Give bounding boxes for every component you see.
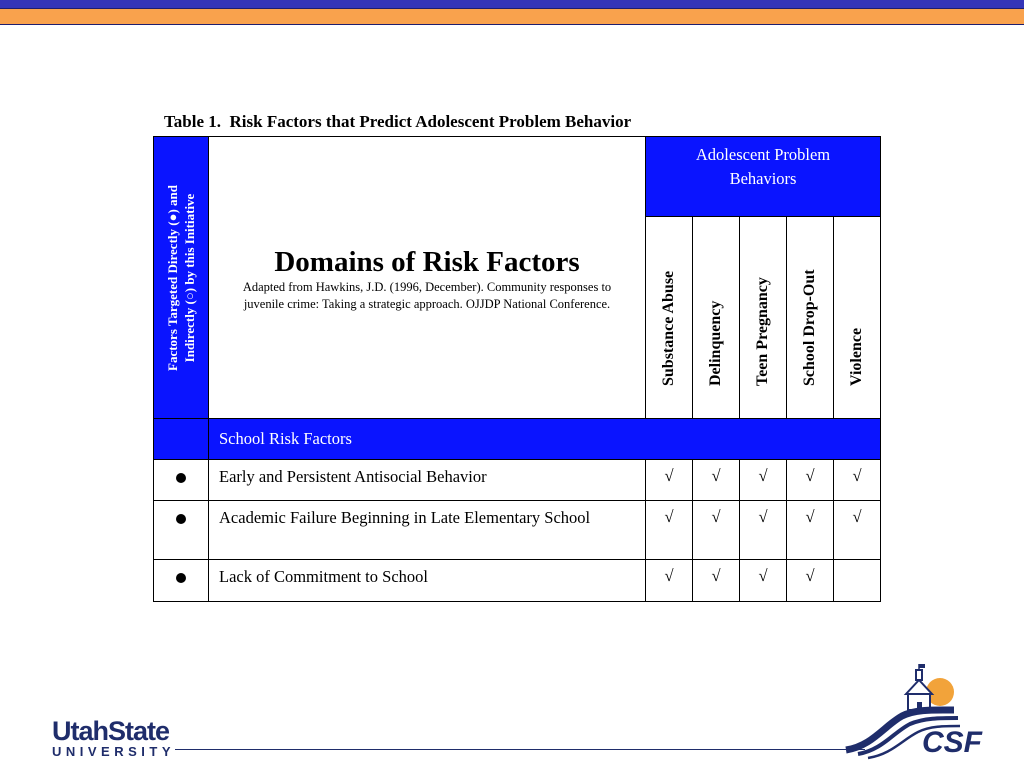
table-caption: Table 1. Risk Factors that Predict Adolescent Problem Behavior xyxy=(164,112,632,131)
csf-logo xyxy=(842,664,992,760)
behavior-col-substance-abuse xyxy=(646,217,693,419)
check-cell xyxy=(834,560,881,602)
side-label-cell xyxy=(154,137,209,419)
behaviors-header-line2: Behaviors xyxy=(729,169,797,188)
domains-header-cell xyxy=(209,137,646,419)
check-cell: √ xyxy=(740,460,787,501)
side-label-line1: Factors Targeted Directly (●) and xyxy=(165,184,180,371)
csf-logo-text: CSF xyxy=(922,726,982,759)
table-row xyxy=(154,501,881,560)
factor-cell: Academic Failure Beginning in Late Elementary School xyxy=(209,501,646,560)
behaviors-header-line1: Adolescent Problem xyxy=(695,145,831,164)
table-row xyxy=(154,460,881,501)
filled-dot-icon xyxy=(176,573,186,583)
behaviors-header xyxy=(646,137,881,217)
footer-divider xyxy=(175,749,865,750)
side-label xyxy=(164,185,198,371)
behavior-col-school-drop-out xyxy=(787,217,834,419)
check-cell: √ xyxy=(646,560,693,602)
utah-state-logo xyxy=(52,718,175,759)
risk-factors-table xyxy=(153,136,881,602)
check-cell: √ xyxy=(834,501,881,560)
top-blue-bar xyxy=(0,0,1024,8)
check-cell: √ xyxy=(787,560,834,602)
check-cell: √ xyxy=(646,460,693,501)
table-row xyxy=(154,560,881,602)
logo-sub-text: UNIVERSITY xyxy=(52,744,176,759)
check-cell: √ xyxy=(693,560,740,602)
behavior-label: Delinquency xyxy=(707,300,724,386)
logo-main-text: UtahState xyxy=(52,716,170,746)
check-cell: √ xyxy=(740,501,787,560)
side-label-line2: Indirectly (○) by this Initiative xyxy=(182,193,197,362)
behavior-label: Violence xyxy=(848,327,866,386)
filled-dot-icon xyxy=(176,473,186,483)
domains-subtitle: Adapted from Hawkins, J.D. (1996, December). Community responses to juvenile crime: Taking a strategic approach. OJJDP National Conference. xyxy=(242,280,612,311)
check-cell: √ xyxy=(693,501,740,560)
domains-title: Domains of Risk Factors xyxy=(274,246,580,278)
section-marker-cell xyxy=(154,419,209,460)
behavior-col-teen-pregnancy xyxy=(740,217,787,419)
behavior-label: Substance Abuse xyxy=(660,270,677,386)
top-orange-bar xyxy=(0,8,1024,25)
marker-cell xyxy=(154,560,209,602)
check-cell: √ xyxy=(740,560,787,602)
factor-cell: Early and Persistent Antisocial Behavior xyxy=(209,460,646,501)
behavior-label: School Drop-Out xyxy=(801,268,818,386)
check-cell: √ xyxy=(693,460,740,501)
section-title: School Risk Factors xyxy=(209,419,881,460)
marker-cell xyxy=(154,460,209,501)
check-cell: √ xyxy=(787,460,834,501)
filled-dot-icon xyxy=(176,514,186,524)
behavior-col-violence xyxy=(834,217,881,419)
check-cell: √ xyxy=(646,501,693,560)
marker-cell xyxy=(154,501,209,560)
behavior-col-delinquency xyxy=(693,217,740,419)
behavior-label: Teen Pregnancy xyxy=(754,276,771,386)
factor-cell: Lack of Commitment to School xyxy=(209,560,646,602)
check-cell: √ xyxy=(787,501,834,560)
check-cell: √ xyxy=(834,460,881,501)
